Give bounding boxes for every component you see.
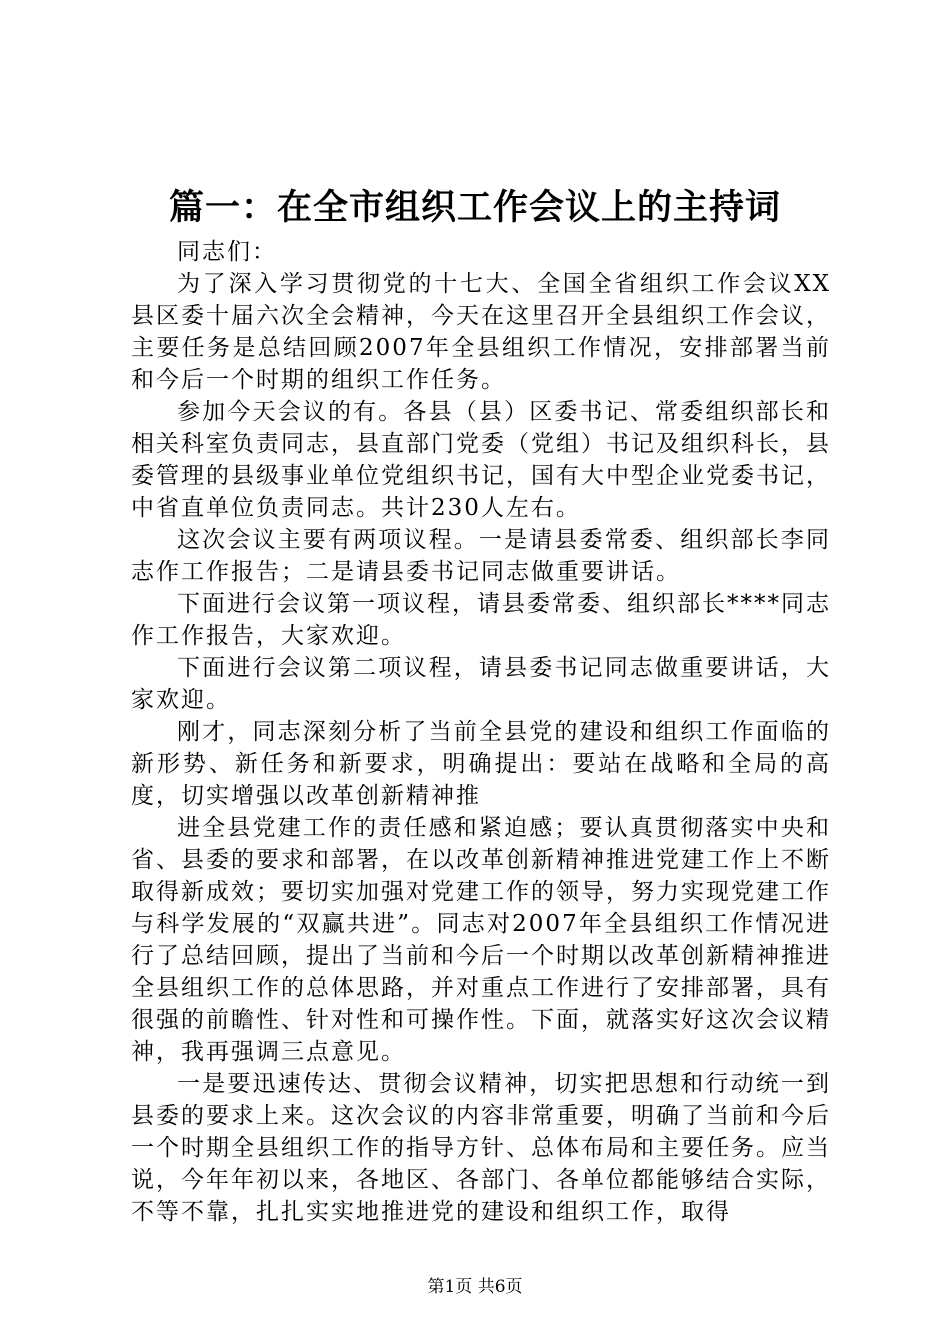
paragraph: 一是要迅速传达、贯彻会议精神，切实把思想和行动统一到县委的要求上来。这次会议的内容非常重要，明确了当前和今后一个时期全县组织工作的指导方针、总体布局和主要任务。应当说，今年年初以来，各地区、各部门、各单位都能够结合实际，不等不靠，扎扎实实地推进党的建设和组织工作，取得 [131, 1071, 831, 1225]
paragraph: 刚才，同志深刻分析了当前全县党的建设和组织工作面临的新形势、新任务和新要求，明确提出：要站在战略和全局的高度，切实增强以改革创新精神推 [131, 719, 831, 809]
paragraph: 为了深入学习贯彻党的十七大、全国全省组织工作会议XX县区委十届六次全会精神，今天在这里召开全县组织工作会议，主要任务是总结回顾2007年全县组织工作情况，安排部署当前和今后一个时期的组织工作任务。 [131, 271, 831, 393]
paragraph: 下面进行会议第二项议程，请县委书记同志做重要讲话，大家欢迎。 [131, 655, 831, 713]
page-number-footer: 第1页 共6页 [427, 1277, 523, 1297]
paragraph: 下面进行会议第一项议程，请县委常委、组织部长****同志作工作报告，大家欢迎。 [131, 591, 831, 649]
paragraph-salutation: 同志们： [177, 239, 277, 265]
document-body [131, 236, 831, 1228]
paragraph: 参加今天会议的有。各县（县）区委书记、常委组织部长和相关科室负责同志，县直部门党委（党组）书记及组织科长，县委管理的县级事业单位党组织书记，国有大中型企业党委书记，中省直单位负责同志。共计230人左右。 [131, 399, 831, 521]
paragraph: 这次会议主要有两项议程。一是请县委常委、组织部长李同志作工作报告；二是请县委书记同志做重要讲话。 [131, 527, 831, 585]
paragraph: 进全县党建工作的责任感和紧迫感；要认真贯彻落实中央和省、县委的要求和部署，在以改革创新精神推进党建工作上不断取得新成效；要切实加强对党建工作的领导，努力实现党建工作与科学发展的“双赢共进”。同志对2007年全县组织工作情况进行了总结回顾，提出了当前和今后一个时期以改革创新精神推进全县组织工作的总体思路，并对重点工作进行了安排部署，具有很强的前瞻性、针对性和可操作性。下面，就落实好这次会议精神，我再强调三点意见。 [131, 815, 831, 1065]
document-title: 篇一：在全市组织工作会议上的主持词 [168, 187, 781, 228]
